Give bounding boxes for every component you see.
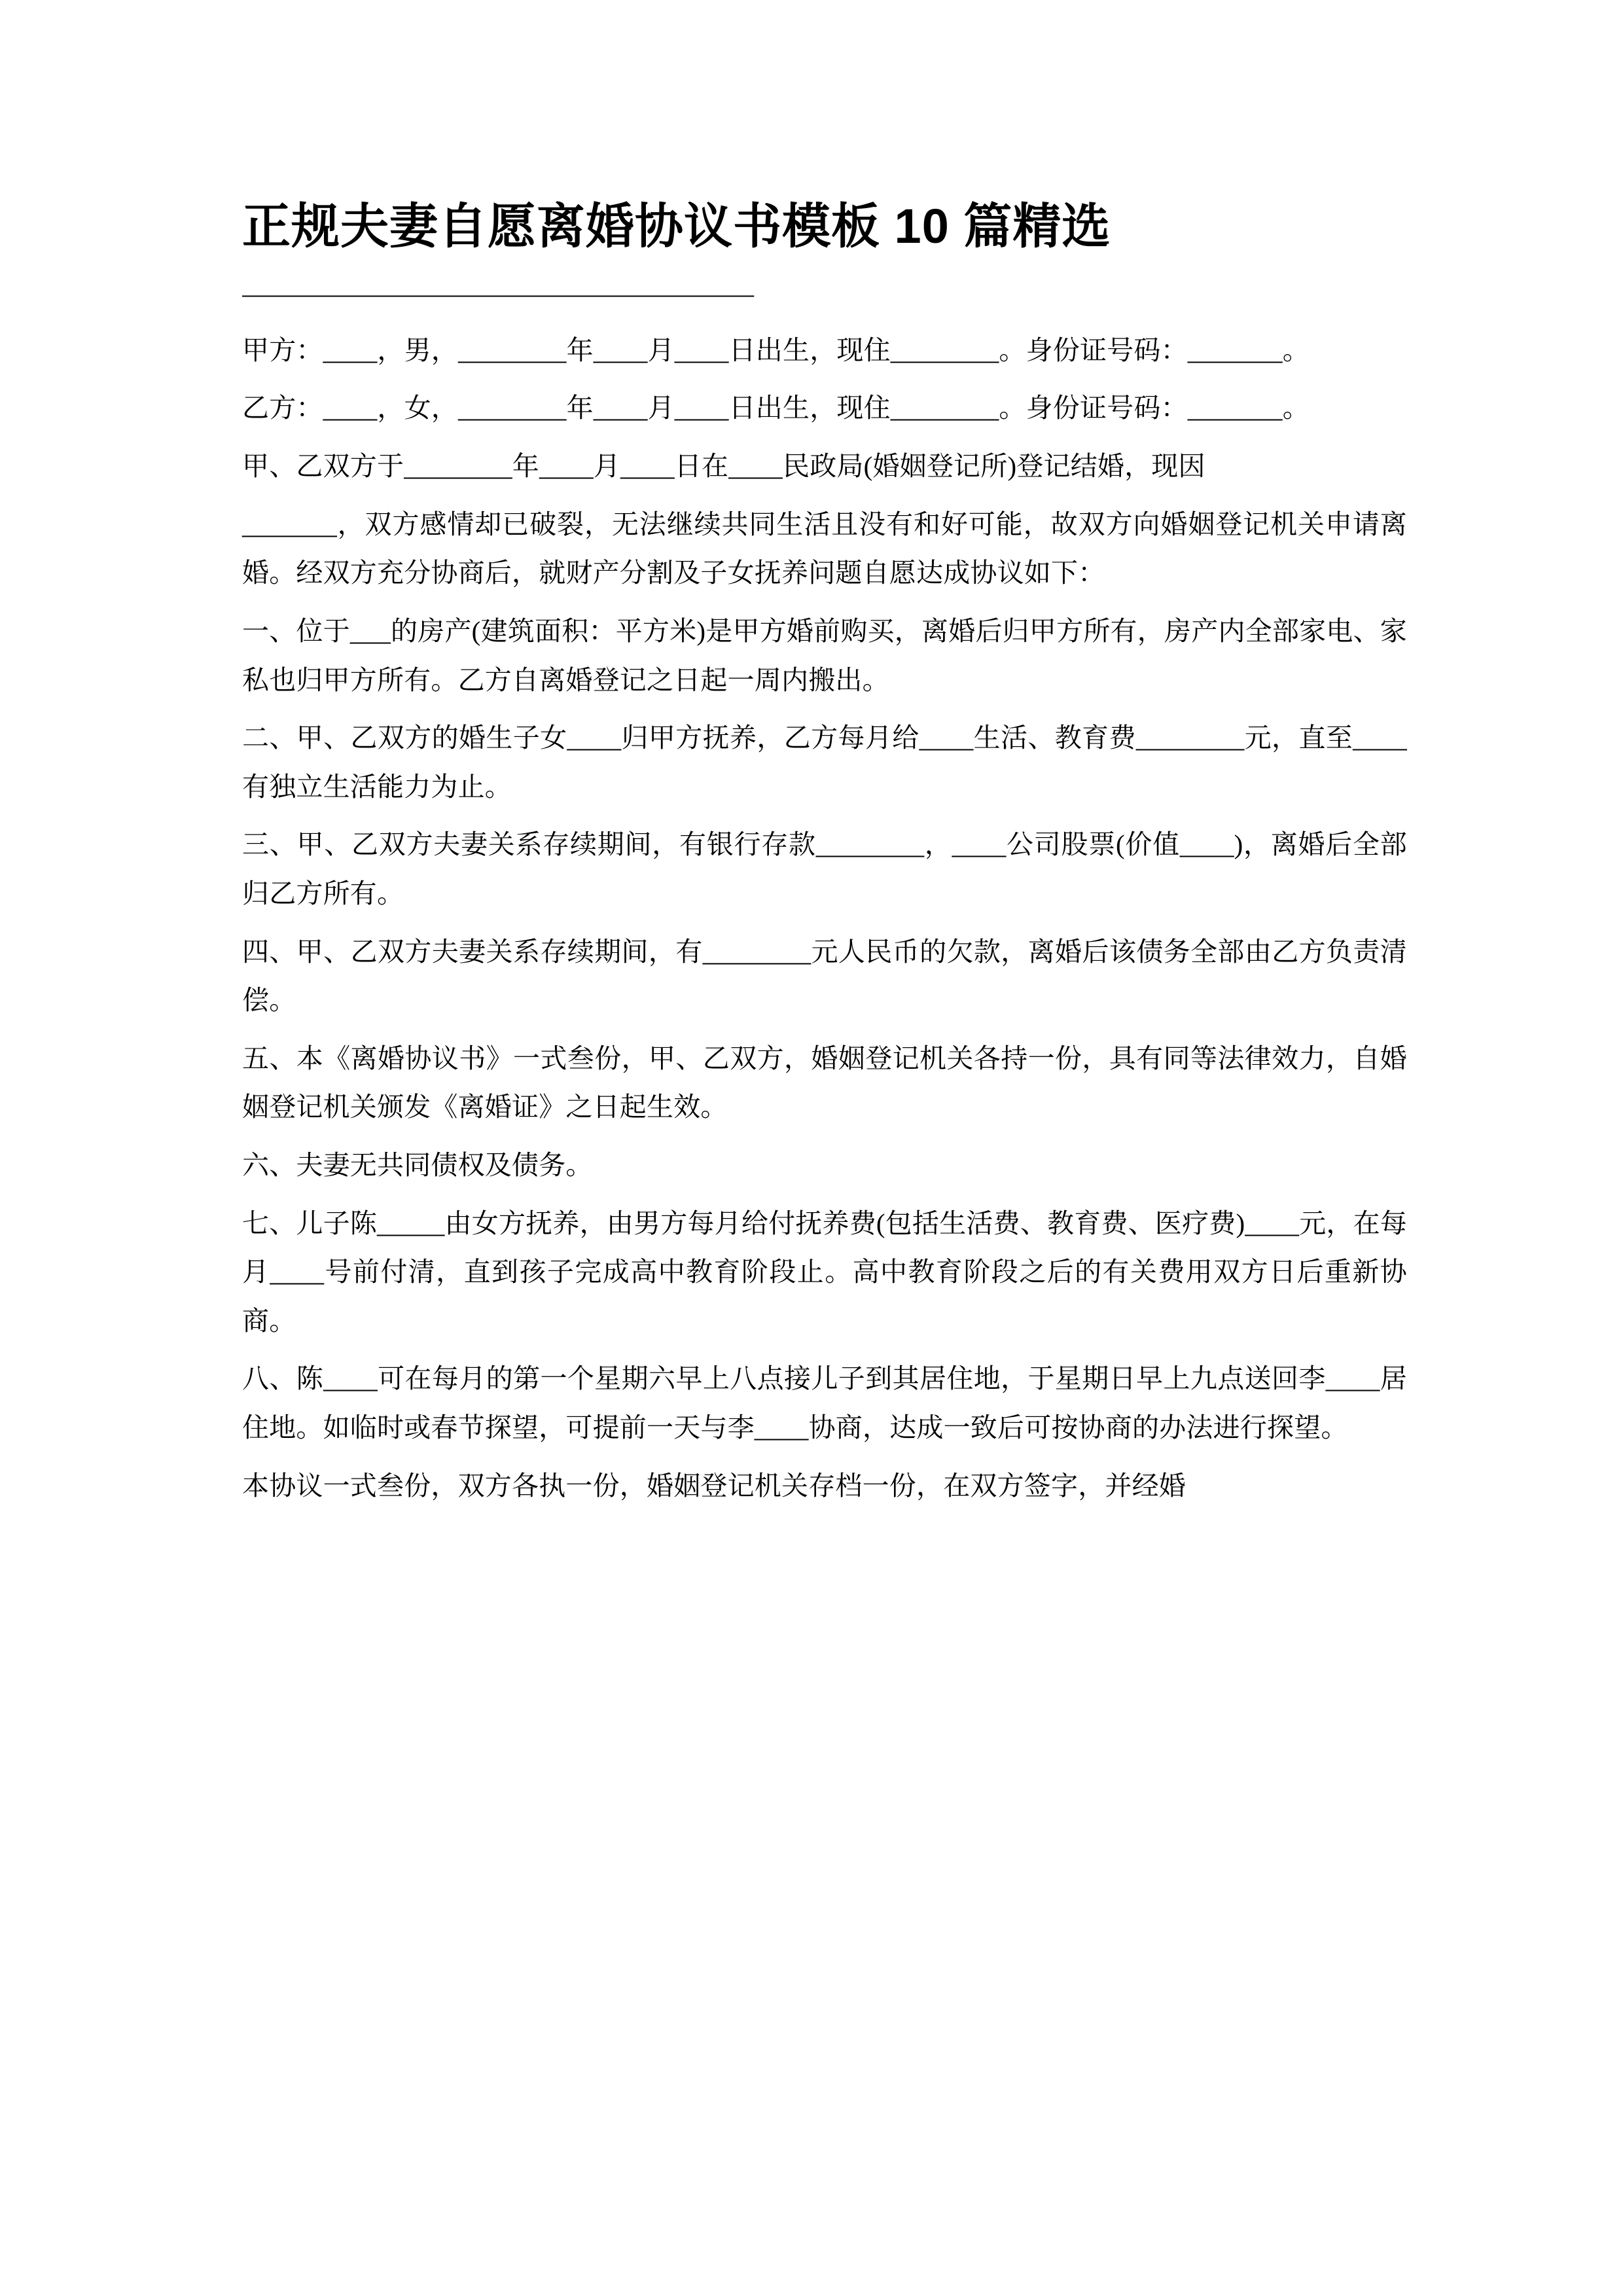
title-divider: ———————————————————— <box>242 278 753 308</box>
reason-paragraph: _______，双方感情却已破裂，无法继续共同生活且没有和好可能，故双方向婚姻登记机关申请离婚。经双方充分协商后，就财产分割及子女抚养问题自愿达成协议如下： <box>242 509 1407 588</box>
closing-paragraph: 本协议一式叁份，双方各执一份，婚姻登记机关存档一份，在双方签字，并经婚 <box>242 1470 1186 1501</box>
clause-three-paragraph: 三、甲、乙双方夫妻关系存续期间，有银行存款________，____公司股票(价值____)，离婚后全部归乙方所有。 <box>242 829 1407 908</box>
clause-five-paragraph: 五、本《离婚协议书》一式叁份，甲、乙双方，婚姻登记机关各持一份，具有同等法律效力，自婚姻登记机关颁发《离婚证》之日起生效。 <box>242 1043 1407 1122</box>
clause-two-paragraph: 二、甲、乙双方的婚生子女____归甲方抚养，乙方每月给____生活、教育费________元，直至____有独立生活能力为止。 <box>242 723 1407 802</box>
clause-six-paragraph: 六、夫妻无共同债权及债务。 <box>242 1149 593 1180</box>
clause-one-paragraph: 一、位于___的房产(建筑面积：平方米)是甲方婚前购买，离婚后归甲方所有，房产内全部家电、家私也归甲方所有。乙方自离婚登记之日起一周内搬出。 <box>242 615 1407 695</box>
clause-four-paragraph: 四、甲、乙双方夫妻关系存续期间，有________元人民币的欠款，离婚后该债务全部由乙方负责清偿。 <box>242 936 1407 1016</box>
marriage-registration-paragraph: 甲、乙双方于________年____月____日在____民政局(婚姻登记所)登记结婚，现因 <box>242 451 1205 482</box>
clause-seven-paragraph: 七、儿子陈_____由女方抚养，由男方每月给付抚养费(包括生活费、教育费、医疗费)____元，在每月____号前付清，直到孩子完成高中教育阶段止。高中教育阶段之后的有关费用双方日后重新协商。 <box>242 1208 1407 1336</box>
page-title: 正规夫妻自愿离婚协议书模板 10 篇精选 <box>242 199 1111 253</box>
party-a-paragraph: 甲方：____，男，________年____月____日出生，现住________。身份证号码：_______。 <box>242 334 1310 365</box>
party-b-paragraph: 乙方：____，女，________年____月____日出生，现住________。身份证号码：_______。 <box>242 393 1310 423</box>
clause-eight-paragraph: 八、陈____可在每月的第一个星期六早上八点接儿子到其居住地，于星期日早上九点送回李____居住地。如临时或春节探望，可提前一天与李____协商，达成一致后可按协商的办法进行探望。 <box>242 1363 1407 1443</box>
